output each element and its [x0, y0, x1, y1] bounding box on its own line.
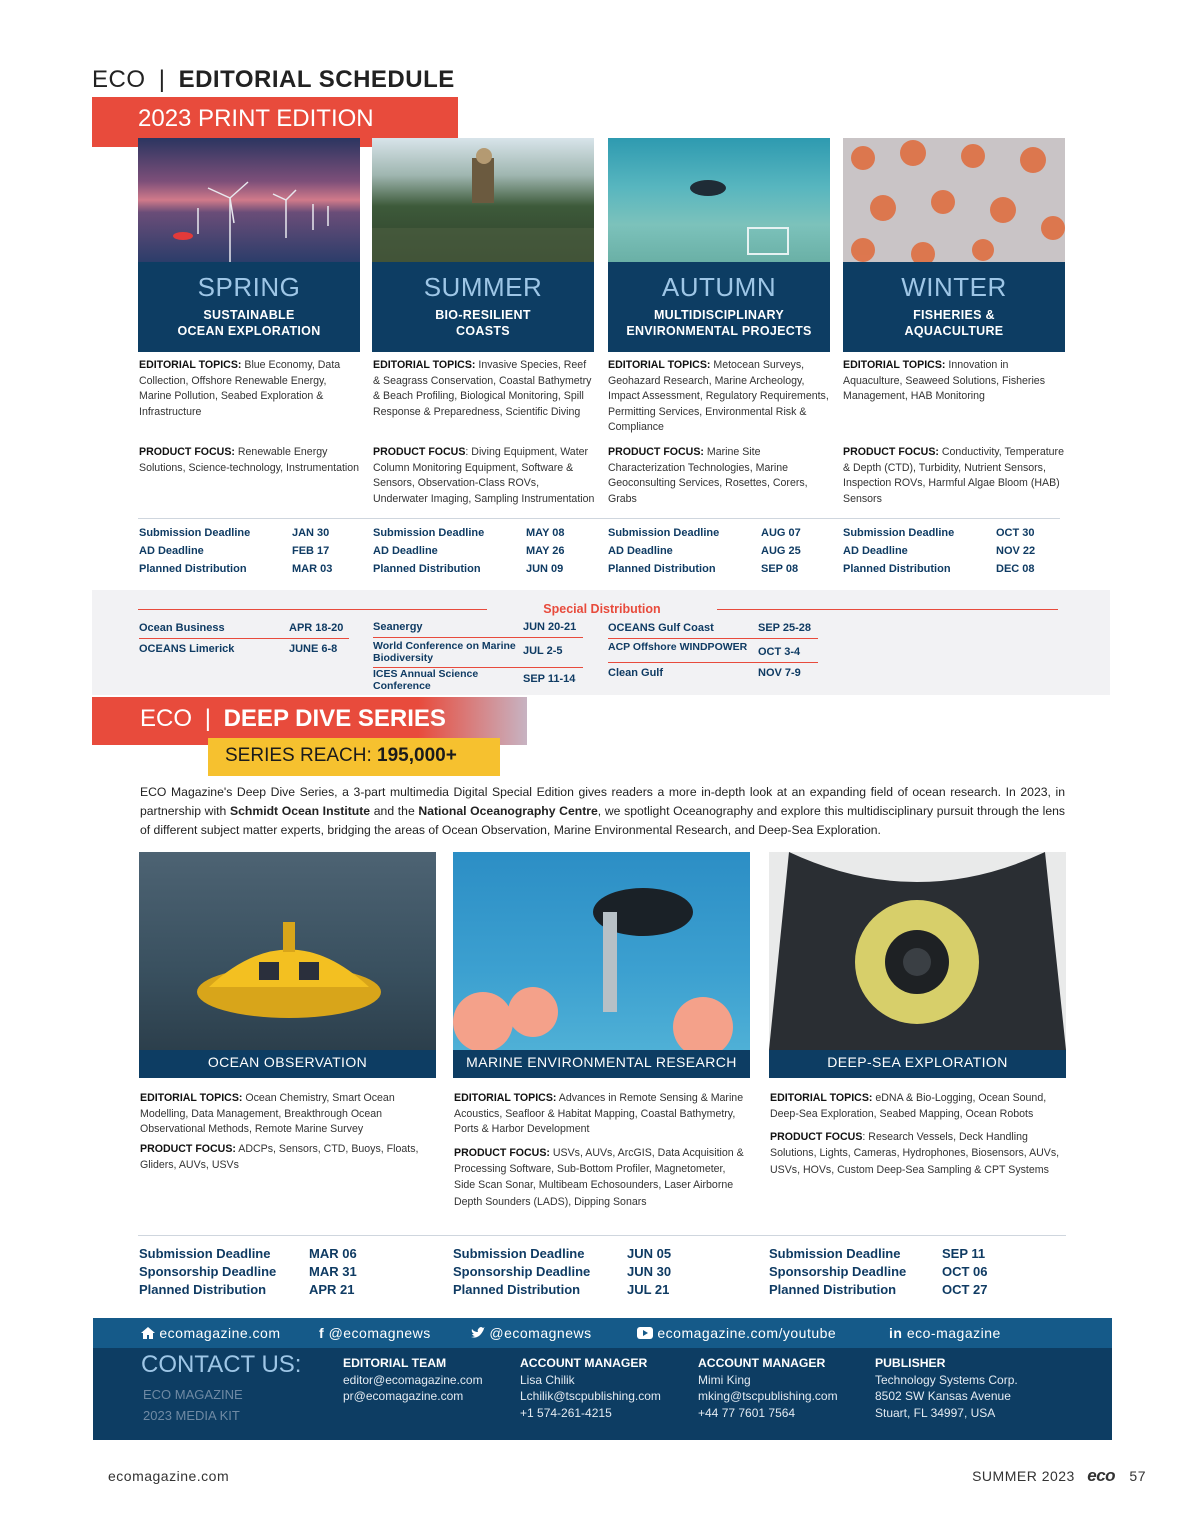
- pr-email[interactable]: pr@ecomagazine.com: [343, 1389, 464, 1403]
- contact-publisher: PUBLISHER Technology Systems Corp. 8502 SW Kansas Avenue Stuart, FL 34997, USA: [875, 1356, 1018, 1420]
- website-link[interactable]: ecomagazine.com: [141, 1325, 281, 1341]
- social-links-bar: [93, 1318, 1112, 1348]
- brand-eco: ECO: [92, 66, 146, 93]
- contact-account-manager-2: ACCOUNT MANAGER Mimi King mking@tscpublishing.com +44 77 7601 7564: [698, 1356, 838, 1420]
- ocean-obs-product: PRODUCT FOCUS: ADCPs, Sensors, CTD, Buoys, Floats, Gliders, AUVs, USVs: [140, 1143, 419, 1171]
- season-name: SPRING: [197, 272, 301, 302]
- diver-seagrass-photo: [608, 138, 830, 262]
- footer-issue: SUMMER 2023 eco 57: [972, 1466, 1146, 1485]
- page-title: EDITORIAL SCHEDULE: [178, 66, 455, 93]
- winter-product: PRODUCT FOCUS: Conductivity, Temperature & Depth (CTD), Turbidity, Nutrient Sensors, Inspection ROVs, Harmful Algae Bloom (HAB) Sensors: [843, 446, 1064, 505]
- am1-email[interactable]: Lchilik@tscpublishing.com: [520, 1389, 661, 1403]
- twitter-icon: [471, 1327, 485, 1339]
- autumn-topics: EDITORIAL TOPICS: Metocean Surveys, Geohazard Research, Marine Archeology, Impact Assessment, Regulatory Requirements, Permitting Services, Environmental Risk & Compliance: [608, 359, 829, 433]
- spring-deadlines: Submission Deadline JAN 30 AD Deadline FEB 17 Planned Distribution MAR 03: [139, 527, 333, 575]
- am2-phone[interactable]: +44 77 7601 7564: [698, 1405, 796, 1420]
- deep-sea-product: PRODUCT FOCUS: Research Vessels, Deck Handling Solutions, Lights, Cameras, Hydrophones, Biosensors, AUVs, USVs, HOVs, Custom Deep-Sea Sampling & CPT Systems: [770, 1131, 1060, 1176]
- season-spring: [138, 138, 360, 352]
- winter-deadlines: Submission Deadline OCT 30 AD Deadline NOV 22 Planned Distribution DEC 08: [843, 527, 1036, 575]
- page-header: ECO | EDITORIAL SCHEDULE: [92, 66, 455, 93]
- am1-phone[interactable]: +1 574-261-4215: [520, 1405, 612, 1420]
- season-band: [372, 262, 594, 352]
- offshore-wind-photo: [138, 138, 360, 262]
- buoy-photo: [139, 852, 436, 1050]
- dd-marine-environmental-research: [453, 852, 750, 1078]
- season-summer: [372, 138, 594, 352]
- special-col-1: Ocean Business APR 18-20 OCEANS Limerick JUNE 6-8: [139, 622, 349, 656]
- season-band: [843, 262, 1065, 352]
- season-autumn: [608, 138, 830, 352]
- summer-product: PRODUCT FOCUS: Diving Equipment, Water Column Monitoring Equipment, Software & Sensors, Observation-Class ROVs, Underwater Imaging, Sampling Instrumentation: [373, 446, 595, 505]
- special-distribution-title: Special Distribution: [487, 602, 717, 616]
- season-name: WINTER: [901, 272, 1007, 302]
- season-name: SUMMER: [423, 272, 543, 302]
- deep-dive-intro: ECO Magazine's Deep Dive Series, a 3-part multimedia Digital Special Edition gives readers a more in-depth look at an expanding field of ocean research. In 2023, in partnership with Schmidt Ocean Institute and the National Oceanography Centre, we spotlight Oceanography and explore this multidisciplinary pursuit through the lens of different subject matter experts, bridging the areas of Ocean Observation, Marine Environmental Research, and Deep-Sea Exploration.: [140, 785, 1066, 837]
- deep-dive-banner: ECO | DEEP DIVE SERIES: [92, 697, 527, 745]
- marine-env-deadlines: Submission Deadline JUN 05 Sponsorship Deadline JUN 30 Planned Distribution JUL 21: [453, 1246, 672, 1297]
- am2-email[interactable]: mking@tscpublishing.com: [698, 1389, 838, 1403]
- contact-subtitle: ECO MAGAZINE 2023 MEDIA KIT: [143, 1387, 243, 1423]
- dd-deep-sea-exploration: [769, 852, 1066, 1078]
- facebook-icon: f: [319, 1325, 325, 1341]
- autumn-deadlines: Submission Deadline AUG 07 AD Deadline AUG 25 Planned Distribution SEP 08: [608, 527, 801, 575]
- season-winter: [843, 138, 1065, 352]
- page-number: 57: [1129, 1468, 1146, 1484]
- spring-topics: EDITORIAL TOPICS: Blue Economy, Data Collection, Offshore Renewable Energy, Marine Pollution, Seabed Exploration & Infrastructure: [139, 359, 341, 418]
- deep-sea-topics: EDITORIAL TOPICS: eDNA & Bio-Logging, Ocean Sound, Deep-Sea Exploration, Seabed Mapping, Ocean Robots: [770, 1092, 1047, 1120]
- youtube-icon: [637, 1327, 653, 1339]
- special-col-3: OCEANS Gulf Coast SEP 25-28 ACP Offshore WINDPOWER OCT 3-4 Clean Gulf NOV 7-9: [608, 622, 818, 680]
- facebook-link[interactable]: f @ecomagnews: [319, 1325, 431, 1341]
- fish-eggs-photo: [843, 138, 1065, 262]
- season-theme: MULTIDISCIPLINARY ENVIRONMENTAL PROJECTS: [626, 308, 812, 338]
- autumn-product: PRODUCT FOCUS: Marine Site Characterization Technologies, Marine Geoconsulting Services, Rosettes, Corers, Grabs: [608, 446, 808, 505]
- contact-account-manager-1: ACCOUNT MANAGER Lisa Chilik Lchilik@tscpublishing.com +1 574-261-4215: [520, 1356, 661, 1420]
- divider: [138, 1235, 1066, 1236]
- dd-band: DEEP-SEA EXPLORATION: [769, 1048, 1066, 1078]
- season-band: [138, 262, 360, 352]
- dd-ocean-observation: [139, 852, 436, 1078]
- divider: [138, 518, 1060, 519]
- linkedin-link[interactable]: in eco-magazine: [889, 1325, 1001, 1341]
- eco-logo: eco: [1087, 1466, 1116, 1485]
- linkedin-icon: in: [889, 1325, 903, 1341]
- spring-product: PRODUCT FOCUS: Renewable Energy Solutions, Science-technology, Instrumentation: [139, 446, 360, 474]
- mangrove-researcher-photo: [372, 138, 594, 262]
- season-theme: FISHERIES & AQUACULTURE: [904, 308, 1004, 338]
- dd-band: OCEAN OBSERVATION: [139, 1048, 436, 1078]
- wind-turbines-illustration: [138, 138, 360, 262]
- youtube-link[interactable]: ecomagazine.com/youtube: [637, 1325, 836, 1341]
- ocean-obs-topics: EDITORIAL TOPICS: Ocean Chemistry, Smart Ocean Modelling, Data Management, Breakthrough Ocean Observational Methods, Remote Marine Survey: [140, 1092, 395, 1135]
- special-col-2: Seanergy JUN 20-21 World Conference on Marine Biodiversity JUL 2-5 ICES Annual Science Conference SEP 11-14: [373, 621, 583, 692]
- footer-site[interactable]: ecomagazine.com: [108, 1468, 230, 1484]
- contact-title: CONTACT US:: [141, 1351, 302, 1378]
- season-theme: BIO-RESILIENT COASTS: [435, 308, 531, 338]
- marine-env-topics: EDITORIAL TOPICS: Advances in Remote Sensing & Marine Acoustics, Seafloor & Habitat Mapping, Coastal Bathymetry, Ports & Harbor Development: [454, 1092, 744, 1135]
- season-band: [608, 262, 830, 352]
- summer-topics: EDITORIAL TOPICS: Invasive Species, Reef & Seagrass Conservation, Coastal Bathymetry & Beach Profiling, Biological Monitoring, Spill Response & Preparedness, Scientific Diving: [373, 359, 592, 418]
- home-icon: [141, 1327, 155, 1339]
- contact-panel: [93, 1348, 1112, 1440]
- summer-deadlines: Submission Deadline MAY 08 AD Deadline MAY 26 Planned Distribution JUN 09: [373, 527, 565, 575]
- print-edition-banner: 2023 PRINT EDITION: [92, 97, 458, 147]
- ocean-obs-deadlines: Submission Deadline MAR 06 Sponsorship Deadline MAR 31 Planned Distribution APR 21: [139, 1246, 357, 1297]
- dd-band: MARINE ENVIRONMENTAL RESEARCH: [453, 1048, 750, 1078]
- editor-email[interactable]: editor@ecomagazine.com: [343, 1372, 483, 1387]
- twitter-link[interactable]: @ecomagnews: [471, 1325, 592, 1341]
- series-reach-badge: SERIES REACH: 195,000+: [208, 738, 500, 776]
- season-theme: SUSTAINABLE OCEAN EXPLORATION: [177, 308, 321, 338]
- contact-editorial: EDITORIAL TEAM editor@ecomagazine.com pr@ecomagazine.com: [343, 1356, 483, 1403]
- season-name: AUTUMN: [661, 272, 777, 302]
- winter-topics: EDITORIAL TOPICS: Innovation in Aquaculture, Seaweed Solutions, Fisheries Management, HAB Monitoring: [843, 359, 1045, 402]
- marine-env-product: PRODUCT FOCUS: USVs, AUVs, ArcGIS, Data Acquisition & Processing Software, Sub-Bottom Profiler, Magnetometer, Side Scan Sonar, Multibeam Echosounders, Laser Airborne Depth Sounders (LADS), Dipping Sonars: [454, 1147, 744, 1208]
- deep-dive-title: DEEP DIVE SERIES: [223, 705, 446, 732]
- deep-sea-deadlines: Submission Deadline SEP 11 Sponsorship Deadline OCT 06 Planned Distribution OCT 27: [769, 1246, 988, 1297]
- diver-coral-photo: [453, 852, 750, 1050]
- submersible-photo: [769, 852, 1066, 1050]
